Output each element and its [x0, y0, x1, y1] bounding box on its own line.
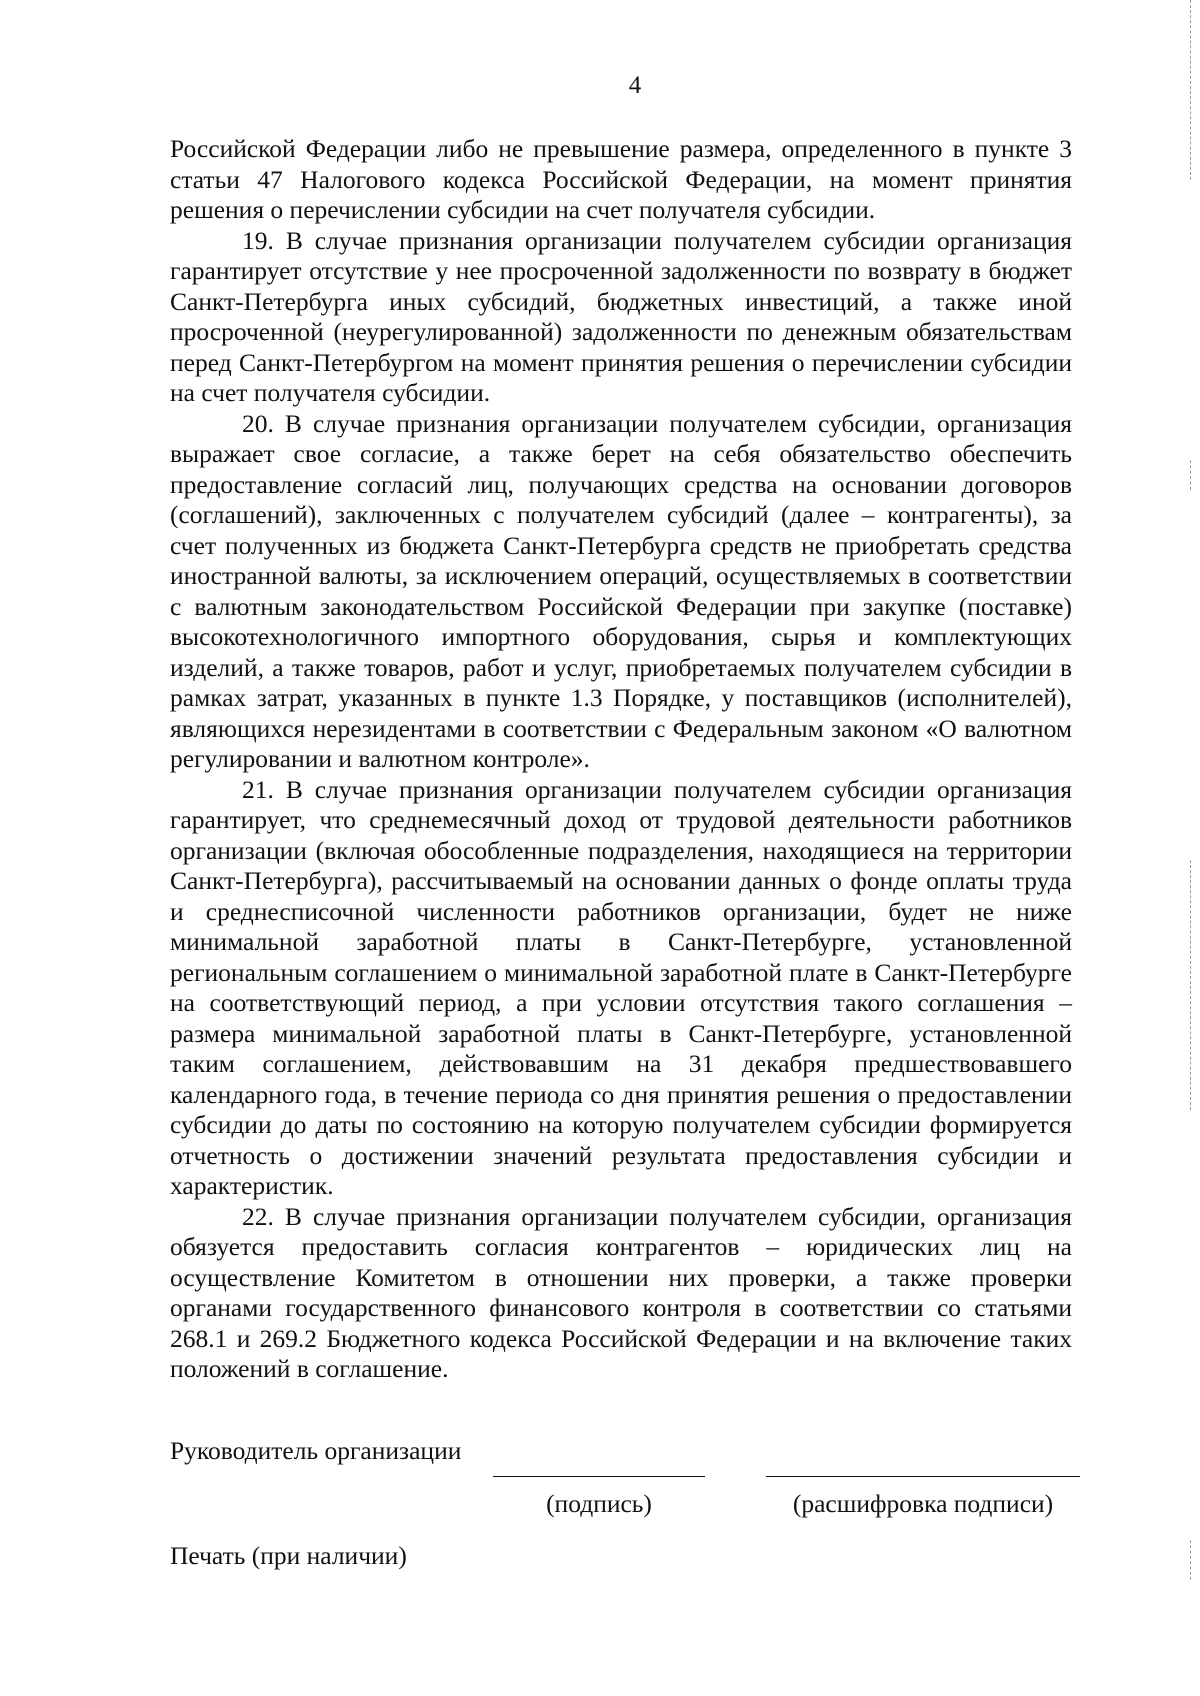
- signature-caption: (подпись): [546, 1489, 652, 1518]
- signature-decoding-line: [766, 1476, 1080, 1477]
- paragraph-19: 19. В случае признания организации получателем субсидии организация гарантирует отсутствие у нее просроченной задолженности по возврату в бюджет Санкт-Петербурга иных субсидий, бюджетных инвестиций, а также иной просроченной (неурегулированной) задолженности по денежным обязательствам перед Санкт-Петербургом на момент принятия решения о перечислении субсидии на счет получателя субсидии.: [170, 225, 1072, 407]
- document-body: [170, 134, 1072, 1385]
- paragraph-20: 20. В случае признания организации получателем субсидии, организация выражает свое согласие, а также берет на себя обязательство обеспечить предоставление согласий лиц, получающих средства на основании договоров (соглашений), заключенных с получателем субсидий (далее – контрагенты), за счет полученных из бюджета Санкт-Петербурга средств не приобретать средства иностранной валюты, за исключением операций, осуществляемых в соответствии с валютным законодательством Российской Федерации при закупке (поставке) высокотехнологичного импортного оборудования, сырья и комплектующих изделий, а также товаров, работ и услуг, приобретаемых получателем субсидии в рамках затрат, указанных в пункте 1.3 Порядке, у поставщиков (исполнителей), являющихся нерезидентами в соответствии с Федеральным законом «О валютном регулировании и валютном контроле».: [170, 408, 1072, 773]
- scan-edge-artifact: [1190, 860, 1191, 1110]
- scan-edge-artifact: [1190, 460, 1191, 490]
- paragraph-21: 21. В случае признания организации получателем субсидии организация гарантирует, что среднемесячный доход от трудовой деятельности работников организации (включая обособленные подразделения, находящиеся на территории Санкт-Петербурга), рассчитываемый на основании данных о фонде оплаты труда и среднесписочной численности работников организации, будет не ниже минимальной заработной платы в Санкт-Петербурге, установленной региональным соглашением о минимальной заработной плате в Санкт-Петербурге на соответствующий период, а при условии отсутствия такого соглашения – размера минимальной заработной платы в Санкт-Петербурге, установленной таким соглашением, действовавшим на 31 декабря предшествовавшего календарного года, в течение периода со дня принятия решения о предоставлении субсидии до даты по состоянию на которую получателем субсидии формируется отчетность о достижении значений результата предоставления субсидии и характеристик.: [170, 774, 1072, 1200]
- stamp-label: Печать (при наличии): [170, 1541, 407, 1570]
- scan-edge-artifact: [1190, 0, 1191, 180]
- signature-decoding-caption: (расшифровка подписи): [792, 1489, 1054, 1518]
- paragraph-22: 22. В случае признания организации получателем субсидии, организация обязуется предоставить согласия контрагентов – юридических лиц на осуществление Комитетом в отношении них проверки, а также проверки органами государственного финансового контроля в соответствии со статьями 268.1 и 269.2 Бюджетного кодекса Российской Федерации и на включение таких положений в соглашение.: [170, 1201, 1072, 1383]
- scan-edge-artifact: [1190, 1540, 1191, 1580]
- page-number: 4: [628, 72, 642, 99]
- signature-line: [493, 1476, 705, 1477]
- paragraph-continuation: Российской Федерации либо не превышение размера, определенного в пункте 3 статьи 47 Налогового кодекса Российской Федерации, на момент принятия решения о перечислении субсидии на счет получателя субсидии.: [170, 134, 1072, 224]
- signatory-label: Руководитель организации: [170, 1436, 462, 1465]
